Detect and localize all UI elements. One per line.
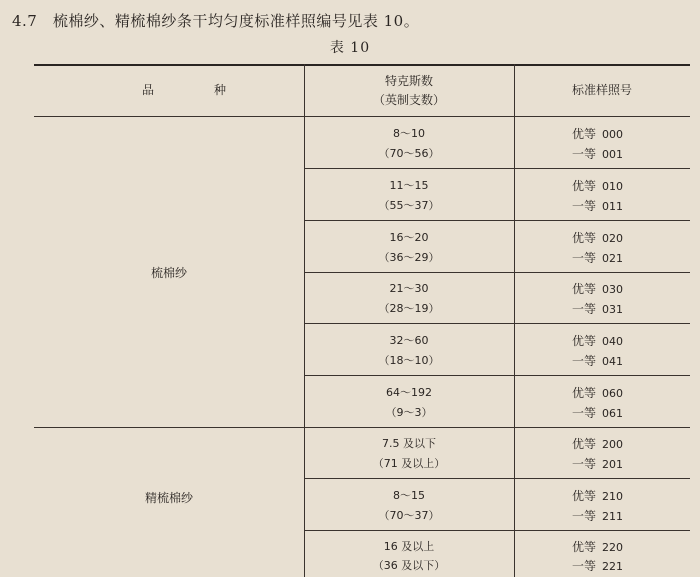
header-variety: 品 种 — [141, 83, 226, 97]
standard-table — [34, 64, 690, 577]
grade-row — [572, 280, 623, 299]
grade-row — [572, 435, 623, 454]
header-bottom-rule — [34, 116, 690, 117]
grade-label: 优等 — [572, 489, 597, 503]
grade-label: 一等 — [572, 509, 597, 523]
grade-row — [572, 332, 623, 351]
header-tex: 特克斯数 — [384, 74, 433, 88]
grade-row — [572, 197, 623, 216]
ne-value: （9～3） — [385, 406, 433, 419]
grade-label: 一等 — [572, 147, 597, 161]
tex-value: 16 及以上 — [383, 540, 435, 553]
grade-label: 优等 — [572, 231, 597, 245]
grade-row — [572, 384, 623, 403]
row-rule — [304, 478, 690, 479]
grade-label: 优等 — [572, 437, 597, 451]
sample-code: 000 — [602, 128, 623, 141]
grade-row — [572, 125, 623, 144]
grade-label: 优等 — [572, 540, 597, 554]
header-sample: 标准样照号 — [571, 83, 632, 97]
grade-row — [572, 507, 623, 526]
group-label-carded: 梳棉纱 — [150, 266, 187, 280]
tex-value: 11～15 — [389, 179, 429, 192]
group-label-combed: 精梳棉纱 — [144, 491, 193, 505]
ne-value: （36 及以下） — [372, 559, 446, 572]
sample-code: 201 — [602, 458, 623, 471]
tex-value: 21～30 — [389, 282, 429, 295]
table-caption: 表 10 — [329, 40, 371, 56]
grade-label: 优等 — [572, 386, 597, 400]
sample-code: 211 — [602, 510, 623, 523]
sample-code: 001 — [602, 148, 623, 161]
row-rule — [304, 168, 690, 169]
sample-code: 020 — [602, 232, 623, 245]
grade-label: 一等 — [572, 406, 597, 420]
tex-value: 32～60 — [389, 334, 429, 347]
grade-row — [572, 487, 623, 506]
grade-row — [572, 352, 623, 371]
sample-code: 061 — [602, 407, 623, 420]
grade-row — [572, 229, 623, 248]
ne-value: （55～37） — [378, 199, 440, 212]
header-tex-sub: （英制支数） — [372, 93, 445, 107]
ne-value: （36～29） — [378, 251, 440, 264]
sample-code: 041 — [602, 355, 623, 368]
grade-label: 优等 — [572, 282, 597, 296]
sample-code: 031 — [602, 303, 623, 316]
grade-label: 优等 — [572, 334, 597, 348]
row-rule — [304, 323, 690, 324]
row-rule — [304, 530, 690, 531]
grade-row — [572, 455, 623, 474]
sample-code: 021 — [602, 252, 623, 265]
grade-row — [572, 177, 623, 196]
grade-row — [572, 249, 623, 268]
tex-value: 8～15 — [393, 489, 425, 502]
sample-code: 010 — [602, 180, 623, 193]
grade-label: 一等 — [572, 302, 597, 316]
section-heading: 4.7 梳棉纱、精梳棉纱条干均匀度标准样照编号见表 10。 — [12, 12, 420, 30]
row-rule — [304, 272, 690, 273]
tex-value: 7.5 及以下 — [382, 437, 436, 450]
tex-value: 16～20 — [389, 231, 429, 244]
sample-code: 200 — [602, 438, 623, 451]
grade-label: 一等 — [572, 559, 597, 573]
group-separator-rule — [34, 427, 690, 428]
grade-label: 一等 — [572, 457, 597, 471]
sample-code: 210 — [602, 490, 623, 503]
sample-code: 060 — [602, 387, 623, 400]
grade-row — [572, 538, 623, 557]
ne-value: （70～37） — [378, 509, 440, 522]
row-rule — [304, 220, 690, 221]
tex-value: 64～192 — [386, 386, 432, 399]
divider-tex-sample — [514, 64, 515, 577]
grade-row — [572, 404, 623, 423]
sample-code: 040 — [602, 335, 623, 348]
grade-label: 一等 — [572, 199, 597, 213]
sample-code: 011 — [602, 200, 623, 213]
grade-row — [572, 557, 623, 576]
tex-value: 8～10 — [393, 127, 425, 140]
grade-row — [572, 300, 623, 319]
row-rule — [304, 375, 690, 376]
grade-row — [572, 145, 623, 164]
ne-value: （28～19） — [378, 302, 440, 315]
ne-value: （70～56） — [378, 147, 440, 160]
table-top-rule — [34, 64, 690, 66]
grade-label: 优等 — [572, 127, 597, 141]
ne-value: （71 及以上） — [372, 457, 446, 470]
sample-code: 220 — [602, 541, 623, 554]
sample-code: 030 — [602, 283, 623, 296]
grade-label: 一等 — [572, 354, 597, 368]
grade-label: 一等 — [572, 251, 597, 265]
ne-value: （18～10） — [378, 354, 440, 367]
grade-label: 优等 — [572, 179, 597, 193]
sample-code: 221 — [602, 560, 623, 573]
